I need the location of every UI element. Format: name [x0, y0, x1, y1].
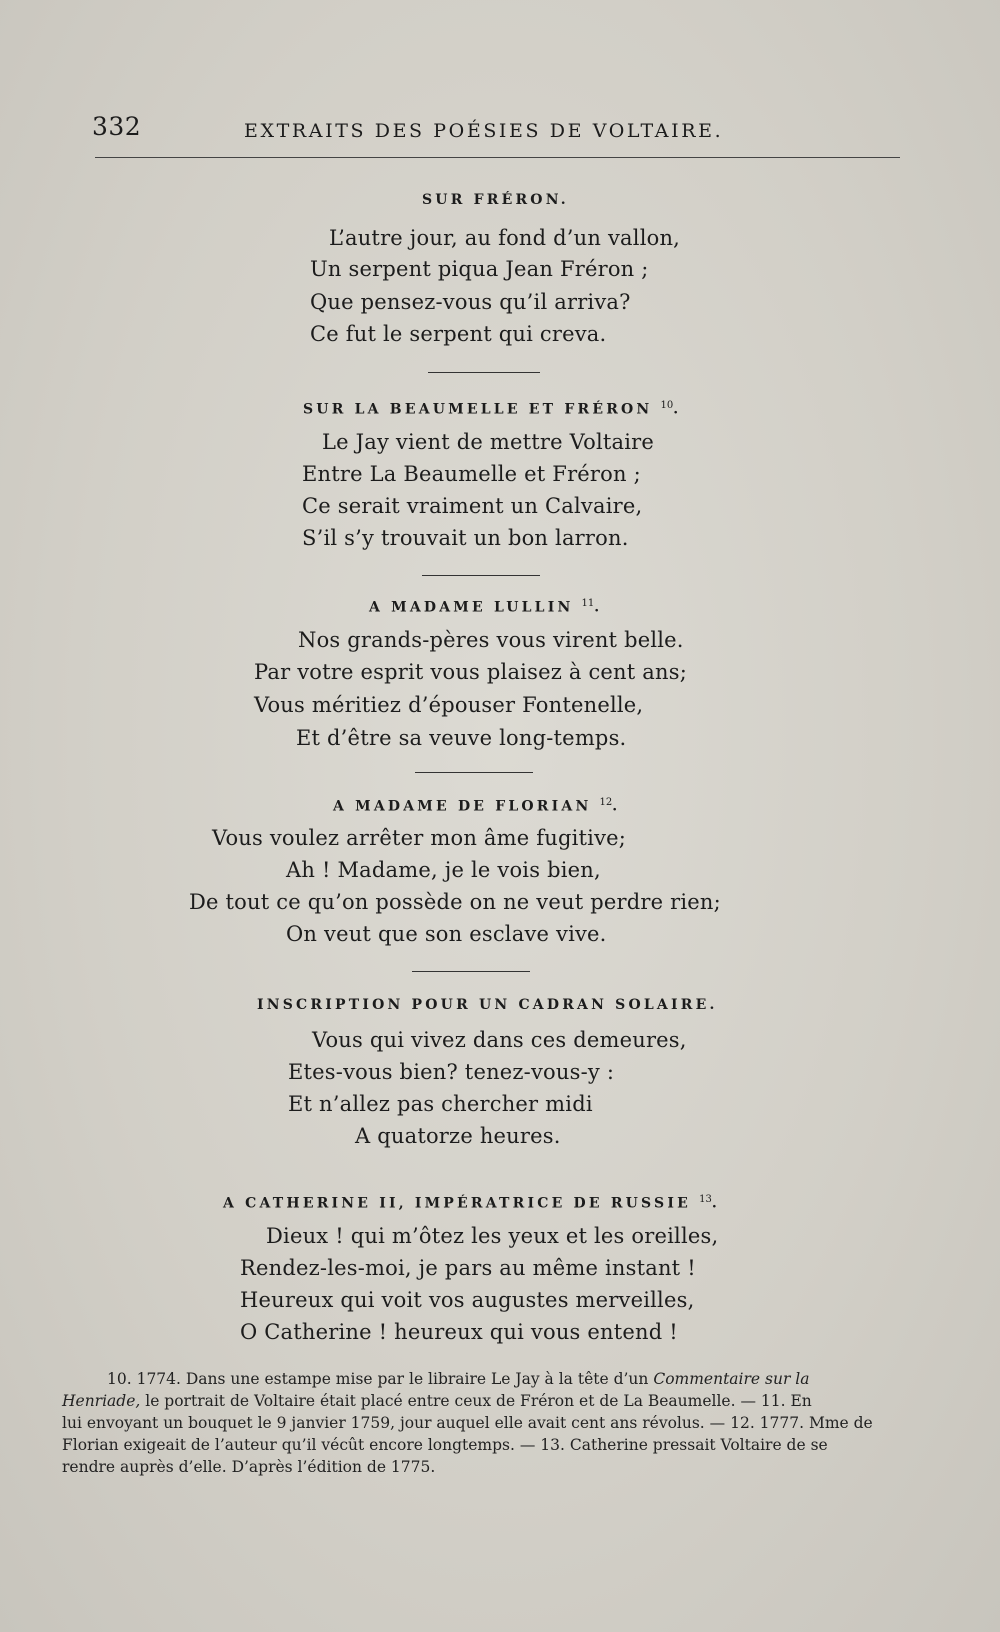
footnote-line: rendre auprès d’elle. D’après l’édition de 1775.: [62, 1458, 436, 1476]
verse-line: Que pensez-vous qu’il arriva?: [310, 290, 631, 314]
verse-line: Rendez-les-moi, je pars au même instant !: [240, 1256, 696, 1280]
footnote-line: 10. 1774. Dans une estampe mise par le libraire Le Jay à la tête d’un Commentaire sur la: [107, 1370, 810, 1388]
verse-line: S’il s’y trouvait un bon larron.: [302, 526, 629, 550]
verse-line: De tout ce qu’on possède on ne veut perdre rien;: [189, 890, 721, 914]
verse-line: Dieux ! qui m’ôtez les yeux et les oreilles,: [266, 1224, 719, 1248]
poem-title: A MADAME DE FLORIAN $^{12}$.: [333, 797, 621, 815]
header-rule: [95, 157, 900, 158]
running-title: EXTRAITS DES POÉSIES DE VOLTAIRE.: [244, 120, 724, 142]
footnote-ref: 12: [599, 797, 613, 808]
poem-title: A CATHERINE II, IMPÉRATRICE DE RUSSIE $^{13}$.: [223, 1194, 720, 1212]
separator-rule: [428, 372, 540, 373]
verse-line: Etes-vous bien? tenez-vous-y :: [288, 1060, 615, 1084]
poem-title: SUR LA BEAUMELLE ET FRÉRON $^{10}$.: [303, 400, 682, 418]
verse-line: Nos grands-pères vous virent belle.: [298, 628, 684, 652]
verse-line: Ah ! Madame, je le vois bien,: [286, 858, 601, 882]
verse-line: Par votre esprit vous plaisez à cent ans;: [254, 660, 687, 684]
footnote-line: Florian exigeait de l’auteur qu’il vécût encore longtemps. — 13. Catherine pressait Voltaire de se: [62, 1436, 828, 1454]
verse-line: Ce fut le serpent qui creva.: [310, 322, 607, 346]
verse-line: Le Jay vient de mettre Voltaire: [322, 430, 655, 454]
verse-line: Heureux qui voit vos augustes merveilles,: [240, 1288, 695, 1312]
verse-line: On veut que son esclave vive.: [286, 922, 607, 946]
poem-title: INSCRIPTION POUR UN CADRAN SOLAIRE.: [257, 997, 718, 1013]
verse-line: L’autre jour, au fond d’un vallon,: [329, 226, 681, 250]
page-number: 332: [92, 112, 142, 141]
footnote-ref: 10: [660, 400, 674, 411]
footnote-line: Henriade, le portrait de Voltaire était placé entre ceux de Fréron et de La Beaumelle. — 11. En: [62, 1392, 812, 1410]
verse-line: Un serpent piqua Jean Fréron ;: [310, 257, 649, 281]
verse-line: Entre La Beaumelle et Fréron ;: [302, 462, 641, 486]
verse-line: A quatorze heures.: [355, 1124, 561, 1148]
separator-rule: [422, 575, 540, 576]
verse-line: Et n’allez pas chercher midi: [288, 1092, 593, 1116]
poem-title: A MADAME LULLIN $^{11}$.: [369, 598, 603, 616]
footnote-ref: 11: [581, 598, 595, 609]
verse-line: Ce serait vraiment un Calvaire,: [302, 494, 643, 518]
footnotes: [62, 1368, 872, 1478]
verse-line: Vous voulez arrêter mon âme fugitive;: [212, 826, 627, 850]
verse-line: Vous qui vivez dans ces demeures,: [312, 1028, 687, 1052]
verse-line: Et d’être sa veuve long-temps.: [296, 726, 627, 750]
poem-title: SUR FRÉRON.: [422, 192, 569, 208]
separator-rule: [415, 772, 533, 773]
verse-line: Vous méritiez d’épouser Fontenelle,: [254, 693, 644, 717]
page-header: [92, 112, 900, 152]
footnote-line: lui envoyant un bouquet le 9 janvier 1759, jour auquel elle avait cent ans révolus. — 12. 1777. Mme de: [62, 1414, 873, 1432]
verse-line: O Catherine ! heureux qui vous entend !: [240, 1320, 678, 1344]
separator-rule: [412, 971, 530, 972]
footnote-ref: 13: [699, 1194, 712, 1205]
